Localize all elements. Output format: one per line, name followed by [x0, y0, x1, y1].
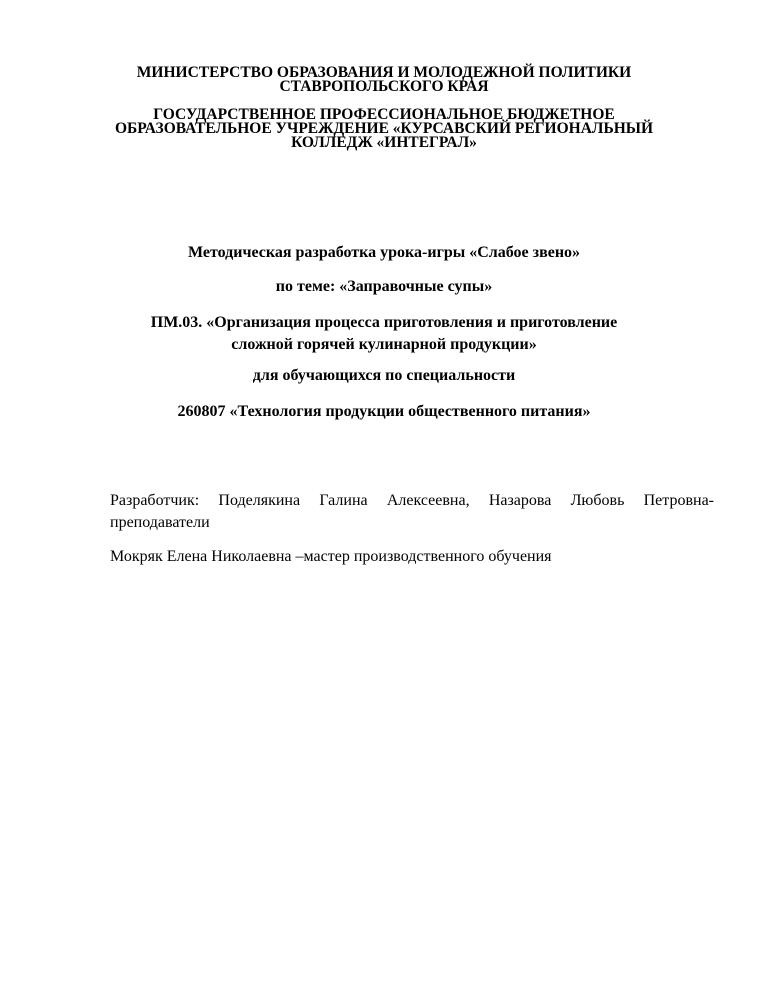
specialty-code: 260807 «Технология продукции общественного питания» — [177, 403, 591, 420]
professional-module-line-1: ПМ.03. «Организация процесса приготовления и приготовление — [150, 314, 618, 331]
lesson-topic: по теме: «Заправочные супы» — [275, 278, 493, 295]
document-title: Методическая разработка урока-игры «Слабое звено» — [187, 244, 581, 261]
target-audience: для обучающихся по специальности — [252, 367, 516, 384]
ministry-heading-line-2: СТАВРОПОЛЬСКОГО КРАЯ — [279, 78, 489, 95]
college-heading-line-2: ОБРАЗОВАТЕЛЬНОЕ УЧРЕЖДЕНИЕ «КУРСАВСКИЙ РЕГИОНАЛЬНЫЙ — [114, 120, 654, 137]
college-heading — [96, 108, 672, 150]
ministry-heading-line-1: МИНИСТЕРСТВО ОБРАЗОВАНИЯ И МОЛОДЕЖНОЙ ПОЛИТИКИ — [136, 64, 632, 81]
developers-paragraph: Разработчик: Поделякина Галина Алексеевна, Назарова Любовь Петровна-преподаватели — [110, 492, 714, 531]
professional-module — [96, 312, 672, 356]
college-heading-line-3: КОЛЛЕДЖ «ИНТЕГРАЛ» — [291, 134, 477, 151]
professional-module-line-2: сложной горячей кулинарной продукции» — [231, 336, 537, 353]
college-heading-line-1: ГОСУДАРСТВЕННОЕ ПРОФЕССИОНАЛЬНОЕ БЮДЖЕТНОЕ — [153, 106, 615, 123]
master-paragraph: Мокряк Елена Николаевна –мастер производственного обучения — [110, 548, 552, 565]
ministry-heading — [96, 66, 672, 94]
